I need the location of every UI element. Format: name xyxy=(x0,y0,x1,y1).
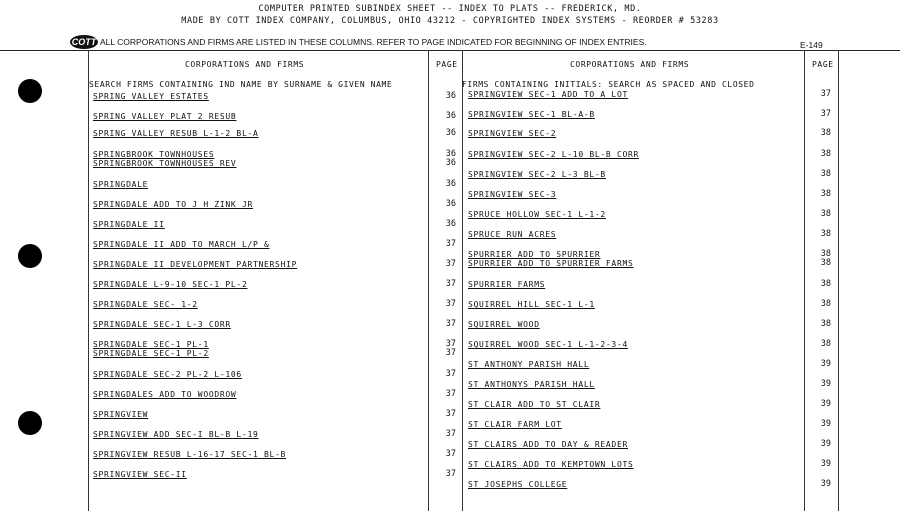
left-entry-name: SPRINGDALE II xyxy=(93,220,165,229)
left-entry-page: 36 xyxy=(445,158,456,168)
right-entry-name: SQUIRREL WOOD SEC-1 L-1-2-3-4 xyxy=(468,340,628,349)
sheet-code: E-149 xyxy=(800,40,823,50)
left-entry-name: SPRINGVIEW xyxy=(93,410,149,419)
right-entry-name: SQUIRREL HILL SEC-1 L-1 xyxy=(468,300,595,309)
right-entry-name: SPRINGVIEW SEC-3 xyxy=(468,190,557,199)
left-entry-page: 37 xyxy=(445,348,456,358)
punch-hole xyxy=(18,244,42,268)
left-entry-name: SPRINGDALE xyxy=(93,180,149,189)
column-divider xyxy=(428,50,429,511)
left-entry-page: 37 xyxy=(445,339,456,349)
left-page-heading: PAGE xyxy=(436,60,458,69)
right-entry-name: SQUIRREL WOOD xyxy=(468,320,540,329)
right-entry-name: SPRINGVIEW SEC-2 xyxy=(468,129,557,138)
right-entry-page: 38 xyxy=(820,189,831,199)
left-entry-page: 37 xyxy=(445,299,456,309)
right-entry-name: SPRINGVIEW SEC-1 ADD TO A LOT xyxy=(468,90,628,99)
right-entry-name: ST CLAIR FARM LOT xyxy=(468,420,562,429)
left-entry-page: 36 xyxy=(445,179,456,189)
right-entry-page: 38 xyxy=(820,169,831,179)
right-column-heading: CORPORATIONS AND FIRMS xyxy=(570,60,690,69)
left-entry-name: SPRINGDALES ADD TO WOODROW xyxy=(93,390,237,399)
left-entry-name: SPRING VALLEY RESUB L-1-2 BL-A xyxy=(93,129,259,138)
punch-hole xyxy=(18,79,42,103)
right-entry-page: 38 xyxy=(820,279,831,289)
left-entry-page: 37 xyxy=(445,239,456,249)
right-entry-name: SPRINGVIEW SEC-2 L-10 BL-B CORR xyxy=(468,150,640,159)
left-entry-page: 36 xyxy=(445,111,456,121)
left-entry-name: SPRING VALLEY PLAT 2 RESUB xyxy=(93,112,237,121)
left-entry-page: 37 xyxy=(445,429,456,439)
right-entry-page: 37 xyxy=(820,89,831,99)
left-entry-page: 37 xyxy=(445,319,456,329)
right-entry-page: 38 xyxy=(820,209,831,219)
left-entry-page: 36 xyxy=(445,219,456,229)
column-divider xyxy=(462,50,463,511)
left-entry-name: SPRINGDALE ADD TO J H ZINK JR xyxy=(93,200,253,209)
right-entry-name: ST JOSEPHS COLLEGE xyxy=(468,480,568,489)
right-entry-page: 38 xyxy=(820,149,831,159)
left-entry-page: 37 xyxy=(445,449,456,459)
right-entry-page: 39 xyxy=(820,479,831,489)
left-entry-name: SPRINGDALE SEC- 1-2 xyxy=(93,300,198,309)
right-entry-name: SPRUCE RUN ACRES xyxy=(468,230,557,239)
left-entry-page: 37 xyxy=(445,469,456,479)
right-entry-page: 38 xyxy=(820,258,831,268)
right-entry-name: ST CLAIRS ADD TO DAY & READER xyxy=(468,440,628,449)
right-entry-page: 38 xyxy=(820,299,831,309)
left-entry-name: SPRING VALLEY ESTATES xyxy=(93,92,209,101)
right-entry-page: 39 xyxy=(820,419,831,429)
left-entry-name: SPRINGDALE SEC-1 L-3 CORR xyxy=(93,320,231,329)
punch-hole xyxy=(18,411,42,435)
left-column-heading: CORPORATIONS AND FIRMS xyxy=(185,60,305,69)
right-entry-name: SPURRIER FARMS xyxy=(468,280,546,289)
right-entry-page: 39 xyxy=(820,379,831,389)
right-entry-name: ST CLAIR ADD TO ST CLAIR xyxy=(468,400,601,409)
right-entry-name: ST ANTHONY PARISH HALL xyxy=(468,360,590,369)
left-entry-name: SPRINGDALE II ADD TO MARCH L/P & xyxy=(93,240,270,249)
left-entry-name: SPRINGDALE SEC-1 PL-1 xyxy=(93,340,209,349)
left-entry-page: 36 xyxy=(445,91,456,101)
right-subheading: FIRMS CONTAINING INITIALS: SEARCH AS SPACED AND CLOSED xyxy=(462,80,755,89)
left-entry-page: 36 xyxy=(445,149,456,159)
right-page-heading: PAGE xyxy=(812,60,834,69)
sheet-title: COMPUTER PRINTED SUBINDEX SHEET -- INDEX TO PLATS -- FREDERICK, MD. xyxy=(258,4,642,14)
intro-text: ALL CORPORATIONS AND FIRMS ARE LISTED IN THESE COLUMNS. REFER TO PAGE INDICATED FOR BEGINNING OF INDEX ENTRIES. xyxy=(100,37,647,47)
left-entry-page: 37 xyxy=(445,409,456,419)
column-divider xyxy=(838,50,839,511)
left-entry-name: SPRINGDALE L-9-10 SEC-1 PL-2 xyxy=(93,280,248,289)
left-entry-page: 37 xyxy=(445,279,456,289)
left-entry-name: SPRINGDALE SEC-2 PL-2 L-106 xyxy=(93,370,242,379)
right-entry-page: 38 xyxy=(820,229,831,239)
right-entry-page: 38 xyxy=(820,319,831,329)
left-entry-page: 36 xyxy=(445,199,456,209)
right-entry-page: 39 xyxy=(820,359,831,369)
right-entry-page: 39 xyxy=(820,459,831,469)
left-entry-name: SPRINGDALE SEC-1 PL-2 xyxy=(93,349,209,358)
left-entry-name: SPRINGBROOK TOWNHOUSES REV xyxy=(93,159,237,168)
right-entry-name: SPURRIER ADD TO SPURRIER xyxy=(468,250,601,259)
left-entry-page: 37 xyxy=(445,259,456,269)
left-subheading: SEARCH FIRMS CONTAINING IND NAME BY SURNAME & GIVEN NAME xyxy=(89,80,393,89)
left-entry-name: SPRINGDALE II DEVELOPMENT PARTNERSHIP xyxy=(93,260,298,269)
left-entry-name: SPRINGVIEW RESUB L-16-17 SEC-1 BL-B xyxy=(93,450,287,459)
right-entry-name: SPRINGVIEW SEC-1 BL-A-B xyxy=(468,110,595,119)
right-entry-name: SPURRIER ADD TO SPURRIER FARMS xyxy=(468,259,634,268)
right-entry-page: 37 xyxy=(820,109,831,119)
left-entry-page: 37 xyxy=(445,369,456,379)
right-entry-name: SPRINGVIEW SEC-2 L-3 BL-B xyxy=(468,170,606,179)
column-divider xyxy=(88,50,89,511)
left-entry-page: 37 xyxy=(445,389,456,399)
right-entry-page: 39 xyxy=(820,439,831,449)
cott-logo: COTT xyxy=(71,37,97,47)
right-entry-page: 38 xyxy=(820,249,831,259)
left-entry-page: 36 xyxy=(445,128,456,138)
right-entry-page: 38 xyxy=(820,128,831,138)
publisher-line: MADE BY COTT INDEX COMPANY, COLUMBUS, OHIO 43212 - COPYRIGHTED INDEX SYSTEMS - REORDER # 53283 xyxy=(181,16,719,26)
right-entry-name: SPRUCE HOLLOW SEC-1 L-1-2 xyxy=(468,210,606,219)
right-entry-name: ST ANTHONYS PARISH HALL xyxy=(468,380,595,389)
right-entry-page: 38 xyxy=(820,339,831,349)
left-entry-name: SPRINGVIEW ADD SEC-I BL-B L-19 xyxy=(93,430,259,439)
right-entry-page: 39 xyxy=(820,399,831,409)
left-entry-name: SPRINGVIEW SEC-II xyxy=(93,470,187,479)
left-entry-name: SPRINGBROOK TOWNHOUSES xyxy=(93,150,215,159)
right-entry-name: ST CLAIRS ADD TO KEMPTOWN LOTS xyxy=(468,460,634,469)
